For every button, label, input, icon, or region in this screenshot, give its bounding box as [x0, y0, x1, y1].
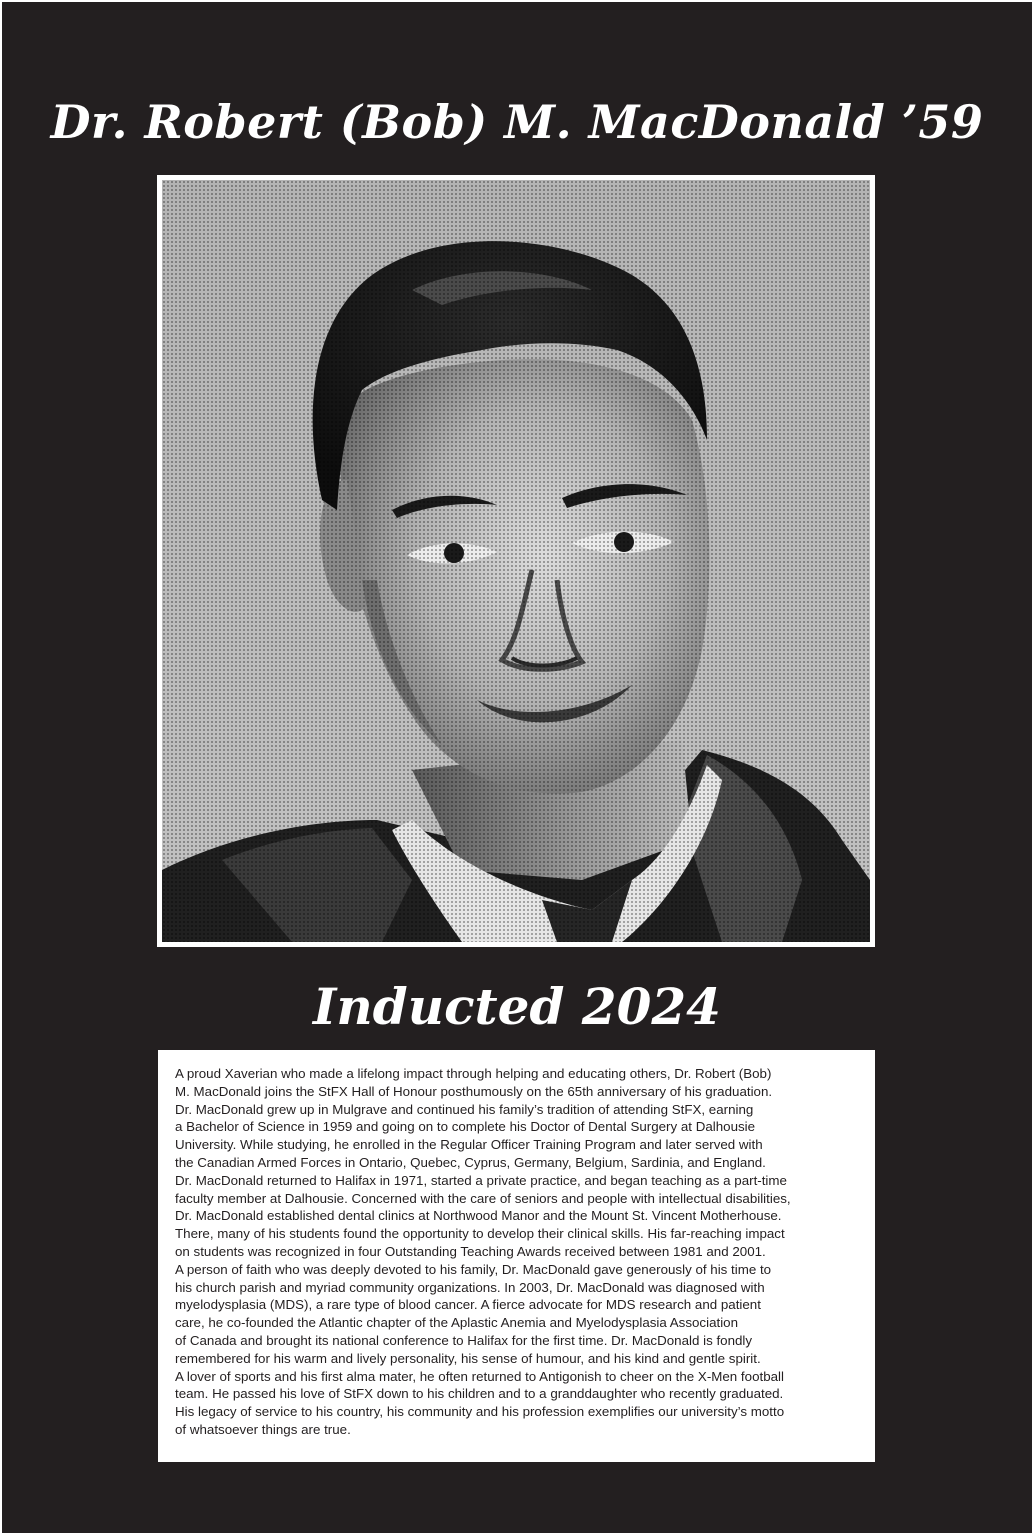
biography-line: a Bachelor of Science in 1959 and going on to complete his Doctor of Dental Surgery at Dalhousie [175, 1119, 756, 1135]
biography-line: A proud Xaverian who made a lifelong impact through helping and educating others, Dr. Robert (Bob) [175, 1066, 772, 1081]
biography-line: the Canadian Armed Forces in Ontario, Quebec, Cyprus, Germany, Belgium, Sardinia, and England. [175, 1154, 766, 1170]
induction-year-heading: Inducted 2024 [313, 977, 721, 1036]
biography-line: Dr. MacDonald returned to Halifax in 1971, started a private practice, and began teaching as a part-time [175, 1172, 787, 1188]
biography-line: of Canada and brought its national conference to Halifax for the first time. Dr. MacDonald is fondly [175, 1332, 753, 1348]
biography-line: A person of faith who was deeply devoted to his family, Dr. MacDonald gave generously of his time to [175, 1261, 772, 1277]
hall-of-honour-plaque [2, 2, 1032, 1533]
biography-line: University. While studying, he enrolled in the Regular Officer Training Program and later served with [175, 1137, 763, 1153]
biography-line: faculty member at Dalhousie. Concerned with the care of seniors and people with intellectual disabilities, [175, 1190, 791, 1206]
biography-line: His legacy of service to his country, his community and his profession exemplifies our university’s motto [175, 1404, 785, 1420]
inductee-name-title: Dr. Robert (Bob) M. MacDonald ’59 [50, 95, 984, 149]
biography-line: of whatsoever things are true. [175, 1421, 351, 1437]
biography-line: his church parish and myriad community organizations. In 2003, Dr. MacDonald was diagnosed with [175, 1279, 765, 1295]
biography-line: There, many of his students found the opportunity to develop their clinical skills. His far-reaching impact [175, 1226, 785, 1242]
inductee-portrait-photo [162, 180, 870, 942]
biography-line: Dr. MacDonald established dental clinics at Northwood Manor and the Mount St. Vincent Motherhouse. [175, 1208, 782, 1224]
biography-line: on students was recognized in four Outstanding Teaching Awards received between 1981 and 2001. [175, 1243, 766, 1259]
biography-text [175, 1065, 867, 1439]
biography-line: A lover of sports and his first alma mater, he often returned to Antigonish to cheer on the X-Men football [175, 1368, 784, 1384]
biography-line: care, he co-founded the Atlantic chapter of the Aplastic Anemia and Myelodysplasia Association [175, 1315, 739, 1331]
biography-line: M. MacDonald joins the StFX Hall of Honour posthumously on the 65th anniversary of his graduation. [175, 1083, 773, 1099]
biography-line: team. He passed his love of StFX down to his children and to a granddaughter who recently graduated. [175, 1386, 784, 1402]
biography-line: Dr. MacDonald grew up in Mulgrave and continued his family’s tradition of attending StFX, earning [175, 1101, 754, 1117]
biography-line: remembered for his warm and lively personality, his sense of humour, and his kind and gentle spirit. [175, 1350, 761, 1366]
biography-line: myelodysplasia (MDS), a rare type of blood cancer. A fierce advocate for MDS research and patient [175, 1297, 761, 1313]
biography-panel [158, 1050, 875, 1462]
portrait-frame [157, 175, 875, 947]
